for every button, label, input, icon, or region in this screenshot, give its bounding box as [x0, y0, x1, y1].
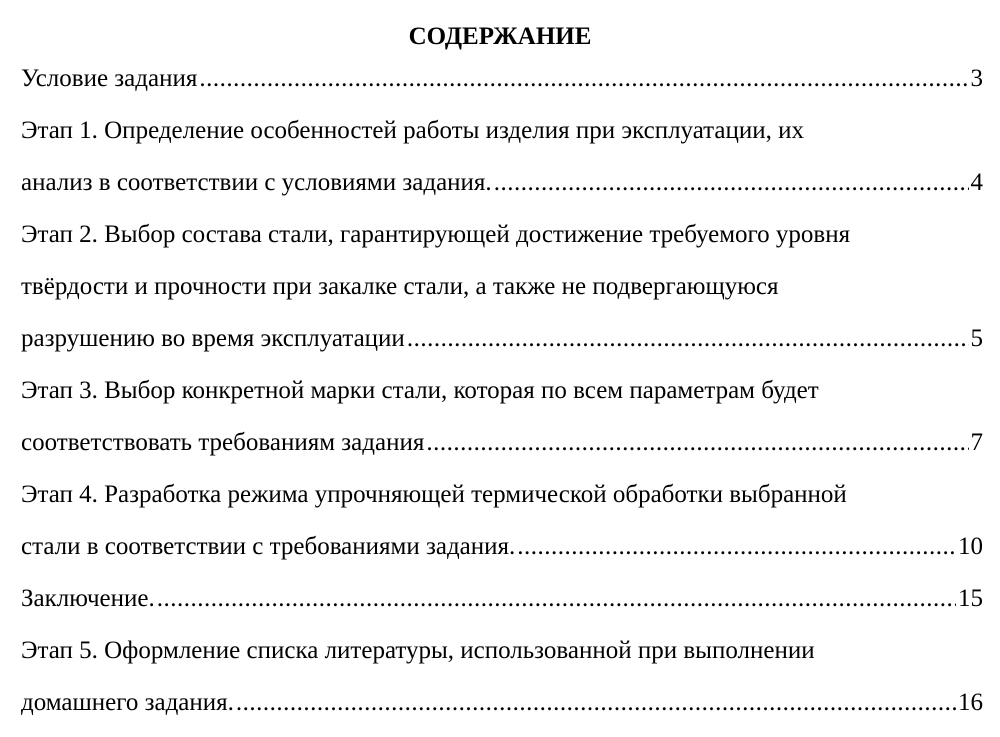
- toc-entry-line: твёрдости и прочности при закалке стали, а также не подвергающуюся: [21, 273, 779, 300]
- dot-leader: [494, 163, 969, 203]
- toc-entry-stage-1: [21, 111, 983, 215]
- toc-entry-stage-3: [21, 371, 983, 475]
- toc-entry-text: Заключение.: [21, 585, 155, 612]
- toc-entry-line: [21, 579, 983, 631]
- toc-title: СОДЕРЖАНИЕ: [408, 23, 592, 50]
- dot-leader: [157, 579, 956, 619]
- toc-entry-text: соответствовать требованиям задания: [21, 429, 425, 456]
- dot-leader: [426, 423, 968, 463]
- toc-entry-line: [21, 163, 983, 215]
- toc-page-number: 16: [958, 689, 983, 716]
- toc-page-number: 3: [970, 65, 983, 92]
- toc-page-number: 15: [958, 585, 983, 612]
- toc-entry-text: стали в соответствии с требованиями задания.: [21, 533, 516, 560]
- dot-leader: [236, 683, 956, 723]
- toc-entry-stage-4: [21, 475, 983, 579]
- toc-page-number: 7: [970, 429, 983, 456]
- toc-page-number: 5: [970, 325, 983, 352]
- toc-entry-line: [21, 319, 983, 371]
- toc-entry-stage-2: [21, 215, 983, 371]
- toc-entry-conditions: [21, 59, 983, 111]
- dot-leader: [517, 527, 956, 567]
- dot-leader: [407, 319, 969, 359]
- toc-entry-line: Этап 2. Выбор состава стали, гарантирующей достижение требуемого уровня: [21, 221, 851, 248]
- toc-entry-line: [21, 527, 983, 579]
- toc-entry-line: [21, 59, 983, 111]
- dot-leader: [199, 59, 968, 99]
- table-of-contents: [21, 59, 983, 735]
- toc-entry-conclusion: [21, 579, 983, 631]
- toc-entry-text: анализ в соответствии с условиями задания.: [21, 169, 492, 196]
- toc-entry-line: [21, 423, 983, 475]
- toc-entry-text: домашнего задания.: [21, 689, 234, 716]
- toc-entry-line: Этап 4. Разработка режима упрочняющей термической обработки выбранной: [21, 481, 847, 508]
- toc-page-number: 4: [970, 169, 983, 196]
- toc-entry-line: [21, 683, 983, 735]
- toc-entry-stage-5: [21, 631, 983, 735]
- toc-entry-line: Этап 5. Оформление списка литературы, использованной при выполнении: [21, 637, 815, 664]
- toc-entry-text: разрушению во время эксплуатации: [21, 325, 405, 352]
- toc-entry-line: Этап 1. Определение особенностей работы изделия при эксплуатации, их: [21, 117, 805, 144]
- toc-entry-line: Этап 3. Выбор конкретной марки стали, которая по всем параметрам будет: [21, 377, 819, 404]
- toc-entry-text: Условие задания: [21, 65, 198, 92]
- toc-page-number: 10: [958, 533, 983, 560]
